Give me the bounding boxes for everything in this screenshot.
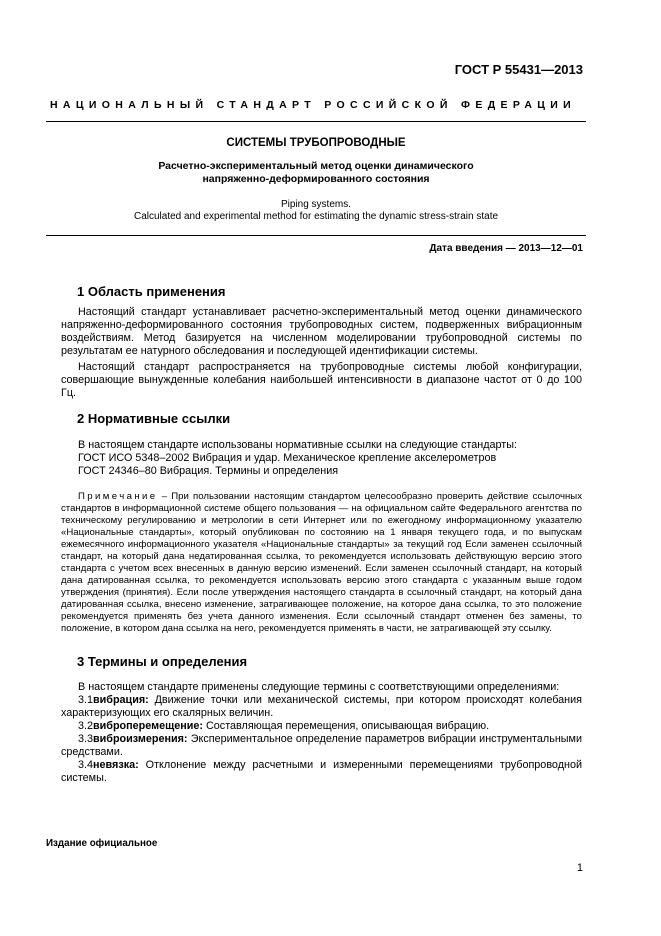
references-intro: В настоящем стандарте использованы нормативные ссылки на следующие стандарты: bbox=[78, 439, 517, 451]
term-number: 3.4 bbox=[78, 759, 94, 771]
term-name: невязка: bbox=[93, 759, 139, 771]
term-name: вибрация: bbox=[93, 694, 149, 706]
section-1-paragraph: Настоящий стандарт распространяется на трубопроводные системы любой конфигурации, совершающие вынужденные колебания наибольшей интенсивности в диапазоне частот от 0 до 100 Гц. bbox=[61, 361, 582, 399]
english-title-line: Piping systems. bbox=[280, 199, 352, 210]
reference-item: ГОСТ ИСО 5348–2002 Вибрация и удар. Механическое крепление акселерометров bbox=[78, 452, 497, 464]
term-definition bbox=[61, 733, 582, 759]
page-number: 1 bbox=[576, 862, 583, 874]
term-text: Экспериментальное определение параметров вибрации инструментальными средствами. bbox=[61, 733, 582, 758]
term-number: 3.1 bbox=[78, 694, 94, 706]
note-label: Примечание bbox=[78, 491, 158, 502]
term-number: 3.2 bbox=[78, 720, 94, 732]
english-title-line: Calculated and experimental method for estimating the dynamic stress-strain state bbox=[133, 211, 499, 222]
national-standard-banner: НАЦИОНАЛЬНЫЙ СТАНДАРТ РОССИЙСКОЙ ФЕДЕРАЦИИ bbox=[50, 99, 577, 111]
term-text: Отклонение между расчетными и измеренными перемещениями трубопроводной системы. bbox=[61, 759, 582, 784]
note-paragraph bbox=[61, 491, 582, 635]
reference-item: ГОСТ 24346–80 Вибрация. Термины и определения bbox=[78, 465, 339, 477]
section-1-paragraph: Настоящий стандарт устанавливает расчетно-экспериментальный метод оценки динамического напряженно-деформированного состояния трубопроводных систем, подверженных вибрационным воздействиям. Метод базируется на численном моделировании трубопроводной системы по результатам ее натурного обследования и последующей идентификации системы. bbox=[61, 306, 582, 357]
title-rule bbox=[46, 235, 586, 236]
official-edition-label: Издание официальное bbox=[46, 838, 158, 849]
note-text: – При пользовании настоящим стандартом целесообразно проверить действие ссылочных стандартов в информационной системе общего пользования — на официальном сайте Федерального агентства по техническому регулированию и метрологии в сети Интернет или по ежегодному информационному указателю «Национальные стандарты», который опубликован по состоянию на 1 января текущего года, и по выпускам ежемесячного информационного указателя «Национальные стандарты» за текущий год Если заменен ссылочный стандарт, на который дана недатированная ссылка, то рекомендуется использовать действующую версию этого стандарта с учетом всех внесенных в данную версию изменений. Если заменен ссылочный стандарт, на который дана датированная ссылка, то рекомендуется использовать версию этого стандарта с указанным выше годом утверждения (принятия). Если после утверждения настоящего стандарта в ссылочный стандарт, на который дана датированная ссылка, внесено изменение, затрагивающее положение, на которое дана ссылка, то это положение рекомендуется применять без учета данного изменения. Если ссылочный стандарт отменен без замены, то положение, в котором дана ссылка на него, рекомендуется применять в части, не затрагивающей эту ссылку. bbox=[61, 491, 582, 634]
document-code: ГОСТ Р 55431—2013 bbox=[454, 62, 583, 77]
subtitle-line: Расчетно-экспериментальный метод оценки динамического bbox=[158, 160, 474, 172]
term-number: 3.3 bbox=[78, 733, 94, 745]
terms-intro: В настоящем стандарте применены следующие термины с соответствующими определениями: bbox=[78, 681, 560, 693]
document-subtitle bbox=[46, 160, 586, 186]
document-title: СИСТЕМЫ ТРУБОПРОВОДНЫЕ bbox=[226, 137, 406, 149]
term-name: виброперемещение: bbox=[93, 720, 203, 732]
term-text: Движение точки или механической системы, при котором происходят колебания характеризующих его скалярных величин. bbox=[61, 694, 582, 719]
header-rule bbox=[46, 121, 586, 122]
subtitle-line: напряженно-деформированного состояния bbox=[202, 173, 430, 185]
section-3-heading: 3 Термины и определения bbox=[77, 654, 248, 669]
term-definition bbox=[61, 694, 582, 720]
term-name: виброизмерения: bbox=[93, 733, 188, 745]
introduction-date: Дата введения — 2013—12—01 bbox=[429, 243, 583, 254]
english-title bbox=[46, 199, 586, 223]
term-definition bbox=[61, 759, 582, 785]
section-2-heading: 2 Нормативные ссылки bbox=[77, 411, 231, 426]
term-definition bbox=[61, 720, 582, 733]
term-text: Составляющая перемещения, описывающая вибрацию. bbox=[203, 720, 490, 732]
section-1-heading: 1 Область применения bbox=[77, 284, 226, 299]
